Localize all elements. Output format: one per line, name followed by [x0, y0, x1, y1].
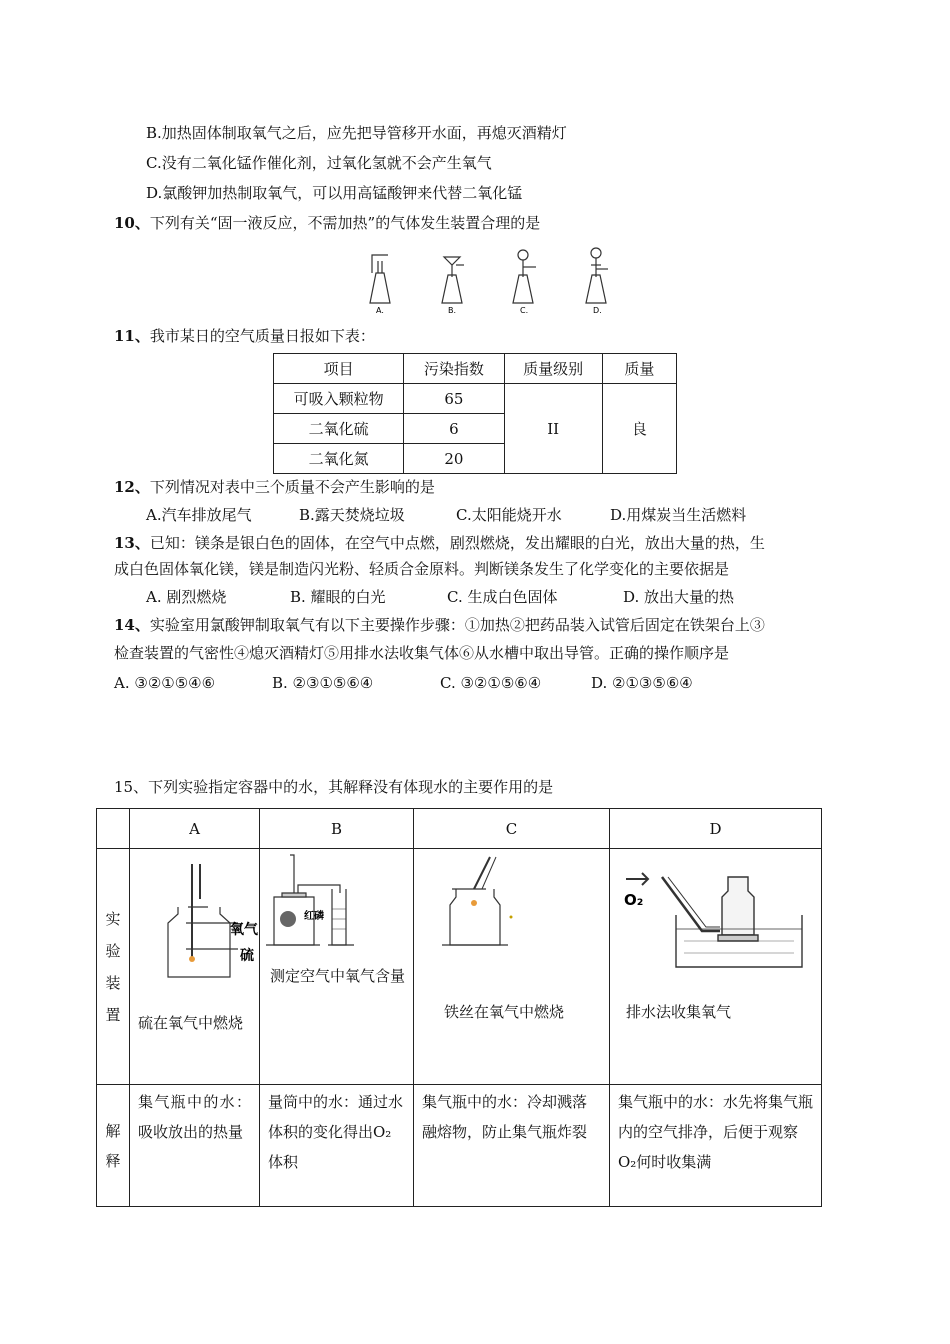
q15-table	[96, 808, 822, 1207]
aq-header-item: 项目	[274, 354, 404, 384]
q11-number: 11、	[114, 327, 150, 345]
water-displacement-figure	[610, 849, 820, 975]
caption-b: 测定空气中氧气含量	[270, 967, 406, 985]
aq-row-index: 65	[404, 384, 504, 414]
aq-quality-cell: 良	[602, 384, 676, 474]
label-red-phosphorus: 红磷	[304, 911, 324, 922]
q14-line2: 检查装置的气密性④熄灭酒精灯⑤用排水法收集气体⑥从水槽中取出导管。正确的操作顺序是	[114, 644, 730, 662]
q15-cell-a-apparatus	[130, 849, 260, 1085]
label-char: 释	[105, 1151, 121, 1170]
q13-option-d: D. 放出大量的热	[623, 588, 735, 606]
sulfur-burning-figure	[130, 859, 258, 999]
q14-option-d: D. ②①③⑤⑥④	[591, 674, 693, 692]
label-char: 实	[105, 909, 121, 928]
q14-option-a: A. ③②①⑤④⑥	[114, 674, 216, 692]
label-char: 解	[105, 1121, 121, 1140]
q14-number: 14、	[114, 616, 150, 634]
caption-a: 硫在氧气中燃烧	[138, 1014, 244, 1032]
explanation-d: 集气瓶中的水：水先将集气瓶内的空气排净，后便于观察O₂何时收集满	[610, 1085, 822, 1207]
q15-cell-d-apparatus	[610, 849, 822, 1085]
q10-label-d: D.	[593, 306, 602, 315]
q15-header-c: C	[414, 809, 610, 849]
label-sulfur: 硫	[240, 948, 254, 964]
q13-option-c: C. 生成白色固体	[447, 588, 558, 606]
q15-question: 15、下列实验指定容器中的水，其解释没有体现水的主要作用的是	[114, 778, 554, 796]
q15-header-b: B	[260, 809, 414, 849]
phosphorus-experiment-figure	[260, 849, 412, 959]
q11-question	[114, 325, 375, 346]
q12-option-d: D.用煤炭当生活燃料	[610, 506, 747, 524]
q10-label-b: B.	[448, 306, 457, 315]
aq-row-item: 二氧化氮	[274, 444, 404, 474]
caption-d: 排水法收集氧气	[626, 1003, 732, 1021]
aq-row-item: 可吸入颗粒物	[274, 384, 404, 414]
q10-label-c: C.	[520, 306, 529, 315]
q13-line2: 成白色固体氧化镁，镁是制造闪光粉、轻质合金原料。判断镁条发生了化学变化的主要依据是	[114, 560, 730, 578]
label-oxygen: 氧气	[230, 922, 258, 938]
aq-row-index: 20	[404, 444, 504, 474]
explanation-a: 集气瓶中的水：吸收放出的热量	[130, 1085, 260, 1207]
q15-header-a: A	[130, 809, 260, 849]
q9-option-d: D.氯酸钾加热制取氧气，可以用高锰酸钾来代替二氧化锰	[146, 184, 523, 202]
q15-row-label-apparatus	[97, 849, 130, 1085]
q13-option-a: A. 剧烈燃烧	[146, 588, 227, 606]
q10-label-a: A.	[376, 306, 384, 315]
q12-option-c: C.太阳能烧开水	[456, 506, 562, 524]
q12-text: 下列情况对表中三个质量不会产生影响的是	[149, 478, 435, 496]
label-char: 装	[105, 973, 121, 992]
explanation-b: 量筒中的水：通过水体积的变化得出O₂体积	[260, 1085, 414, 1207]
q14-line1: 实验室用氯酸钾制取氧气有以下主要操作步骤：①加热②把药品装入试管后固定在铁架台上③	[149, 616, 765, 634]
q12-option-b: B.露天焚烧垃圾	[299, 506, 405, 524]
q12-question	[114, 476, 435, 497]
q13-option-b: B. 耀眼的白光	[290, 588, 386, 606]
aq-header-level: 质量级别	[504, 354, 602, 384]
q15-row-label-explanation	[97, 1085, 130, 1207]
aq-header-index: 污染指数	[404, 354, 504, 384]
q10-question	[114, 212, 540, 233]
aq-row-item: 二氧化硫	[274, 414, 404, 444]
q10-apparatus-figure	[360, 243, 620, 315]
q10-text: 下列有关“固一液反应，不需加热”的气体发生装置合理的是	[149, 214, 541, 232]
q9-option-c: C.没有二氧化锰作催化剂，过氧化氢就不会产生氧气	[146, 154, 492, 172]
label-o2: O₂	[624, 891, 644, 909]
air-quality-table	[273, 353, 677, 474]
explanation-c: 集气瓶中的水：冷却溅落融熔物，防止集气瓶炸裂	[414, 1085, 610, 1207]
iron-wire-burning-figure	[414, 849, 608, 969]
q10-number: 10、	[114, 214, 150, 232]
q15-cell-c-apparatus	[414, 849, 610, 1085]
label-char: 置	[105, 1005, 121, 1024]
q15-header-d: D	[610, 809, 822, 849]
q14-option-b: B. ②③①⑤⑥④	[272, 674, 374, 692]
q13-number: 13、	[114, 534, 150, 552]
aq-row-index: 6	[404, 414, 504, 444]
aq-header-quality: 质量	[602, 354, 676, 384]
q13-line1: 已知：镁条是银白色的固体，在空气中点燃，剧烈燃烧，发出耀眼的白光，放出大量的热，生	[149, 534, 765, 552]
q11-text: 我市某日的空气质量日报如下表：	[149, 327, 375, 345]
label-char: 验	[105, 941, 121, 960]
q12-number: 12、	[114, 478, 150, 496]
caption-c: 铁丝在氧气中燃烧	[444, 1003, 565, 1021]
q15-cell-b-apparatus	[260, 849, 414, 1085]
q12-option-a: A.汽车排放尾气	[146, 506, 252, 524]
q9-option-b: B.加热固体制取氧气之后，应先把导管移开水面，再熄灭酒精灯	[146, 124, 567, 142]
q14-question	[114, 614, 765, 635]
q13-question	[114, 532, 765, 553]
aq-level-cell: II	[504, 384, 602, 474]
q14-option-c: C. ③②①⑤⑥④	[440, 674, 542, 692]
